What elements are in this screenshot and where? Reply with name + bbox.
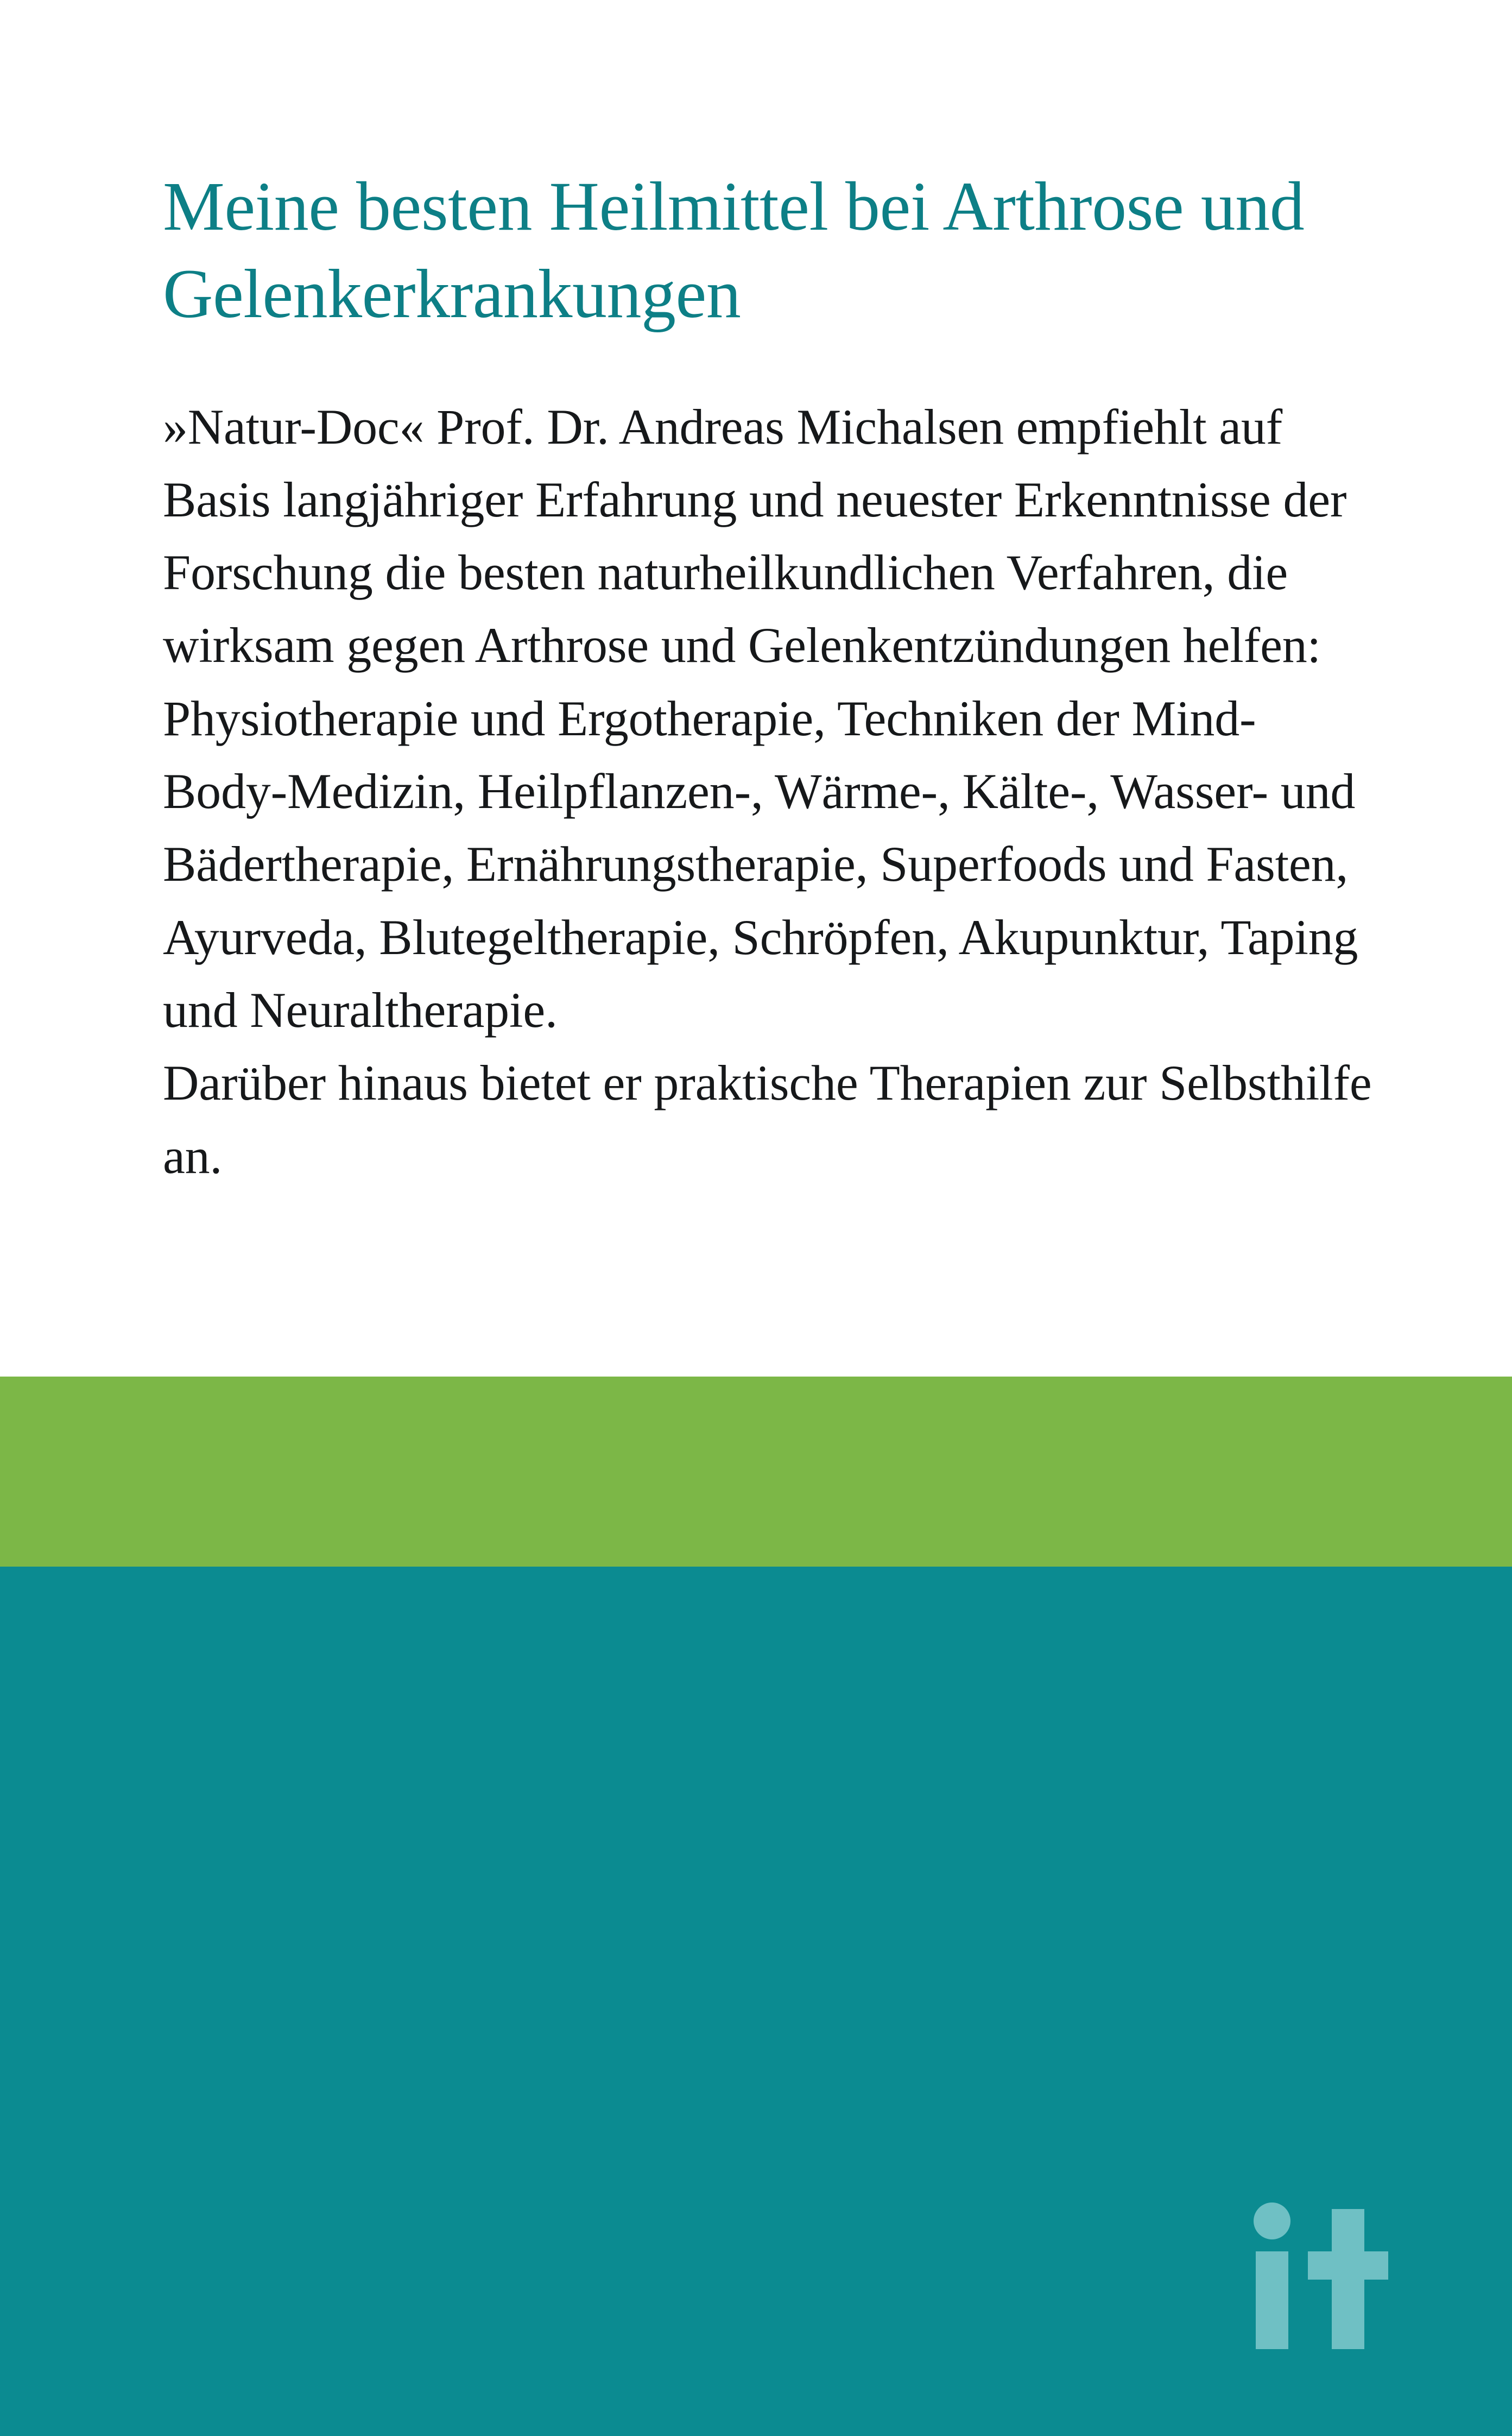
- publisher-logo-icon: [1225, 2187, 1405, 2366]
- cover-text-area: [163, 163, 1374, 1192]
- blurb-paragraph-2: Darüber hinaus bietet er praktische Therapien zur Selbsthilfe an.: [163, 1055, 1372, 1184]
- green-color-band: [0, 1377, 1512, 1567]
- page-title: Meine besten Heilmittel bei Arthrose und Gelenkerkrankungen: [163, 168, 1305, 333]
- blurb-paragraph-1: »Natur-Doc« Prof. Dr. Andreas Michalsen empfiehlt auf Basis langjähriger Erfahrung und neuester Erkenntnisse der Forschung die besten naturheilkundlichen Verfahren, die wirksam gegen Arthrose und Gelenkentzündungen helfen: Physiotherapie und Ergotherapie, Techniken der Mind-Body-Medizin, Heilpflanzen-, Wärme-, Kälte-, Wasser- und Bädertherapie, Ernährungstherapie, Superfoods und Fasten, Ayurveda, Blutegeltherapie, Schröpfen, Akupunktur, Taping und Neuraltherapie.: [163, 399, 1358, 1038]
